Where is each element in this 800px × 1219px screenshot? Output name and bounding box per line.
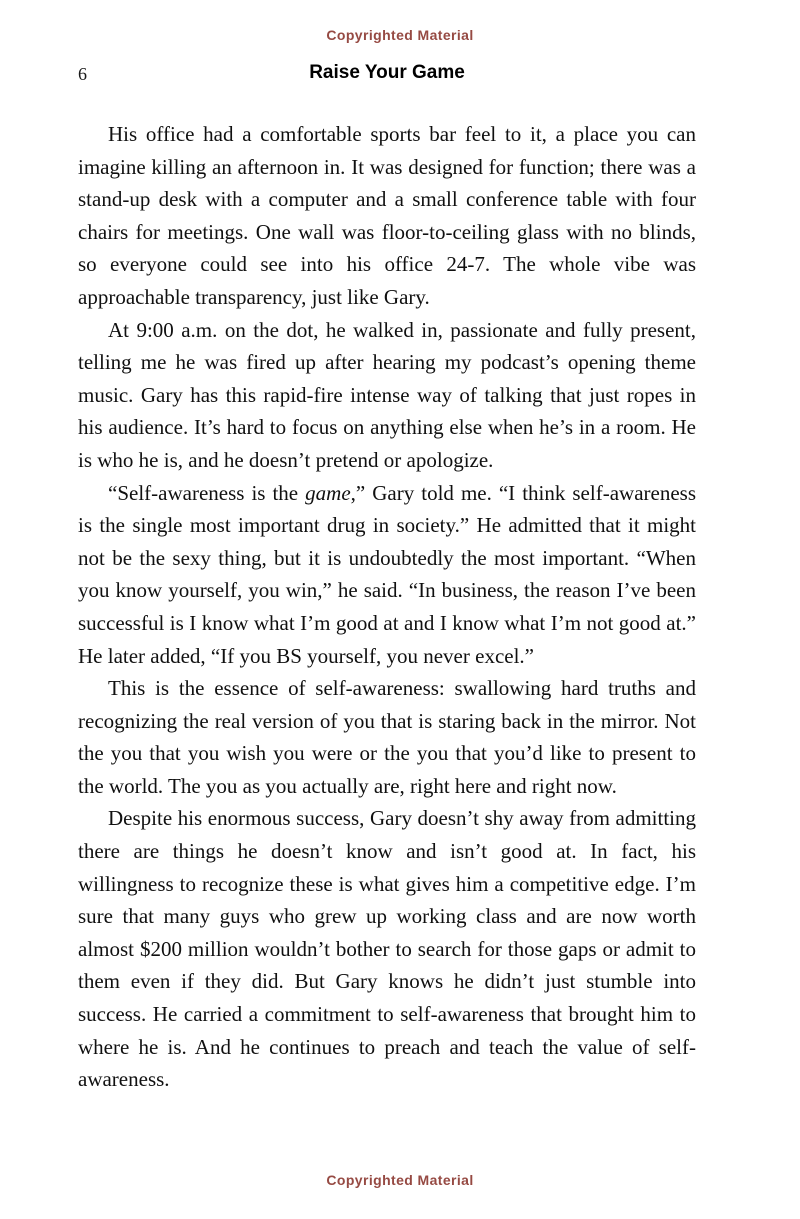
text-run: At 9:00 a.m. on the dot, he walked in, passionate and fully present, telling me he was fired up after hearing my podcast’s opening theme music. Gary has this rapid-fire intense way of talking that just ropes in his audience. It’s hard to focus on anything else when he’s in a room. He is who he is, and he doesn’t pretend or apologize. <box>78 317 696 472</box>
text-run: ,” Gary told me. “I think self-awareness is the single most important drug in society.” He admitted that it might not be the sexy thing, but it is undoubtedly the most important. “When you know yourself, you win,” he said. “In business, the reason I’ve been successful is I know what I’m good at and I know what I’m not good at.” He later added, “If you BS yourself, you never excel.” <box>78 480 696 668</box>
copyright-notice-bottom: Copyrighted Material <box>326 1172 474 1188</box>
text-run: Despite his enormous success, Gary doesn’t shy away from admitting there are things he doesn’t know and isn’t good at. In fact, his willingness to recognize these is what gives him a competitive edge. I’m sure that many guys who grew up working class and are now worth almost $200 million wouldn’t bother to search for those gaps or admit to them even if they did. But Gary knows he didn’t just stumble into success. He carried a commitment to self-awareness that brought him to where he is. And he continues to preach and teach the value of self-awareness. <box>78 806 696 1092</box>
paragraph <box>78 477 696 673</box>
body-text <box>78 118 696 1096</box>
paragraph <box>78 672 696 802</box>
running-header-title: Raise Your Game <box>309 62 465 83</box>
paragraph <box>78 118 696 314</box>
paragraph <box>78 314 696 477</box>
text-run: This is the essence of self-awareness: swallowing hard truths and recognizing the real version of you that is staring back in the mirror. Not the you that you wish you were or the you that you’d like to present to the world. The you as you actually are, right here and right now. <box>78 676 696 798</box>
copyright-notice-top: Copyrighted Material <box>326 27 474 43</box>
text-run: “Self-awareness is the <box>108 480 306 505</box>
paragraph <box>78 802 696 1095</box>
italic-text-run: game <box>305 480 351 505</box>
text-run: His office had a comfortable sports bar feel to it, a place you can imagine killing an afternoon in. It was designed for function; there was a stand-up desk with a computer and a small conference table with four chairs for meetings. One wall was floor-to-ceiling glass with no blinds, so everyone could see into his office 24-7. The whole vibe was approachable transparency, just like Gary. <box>78 122 696 309</box>
page-header <box>78 62 696 88</box>
page-number: 6 <box>78 64 87 84</box>
